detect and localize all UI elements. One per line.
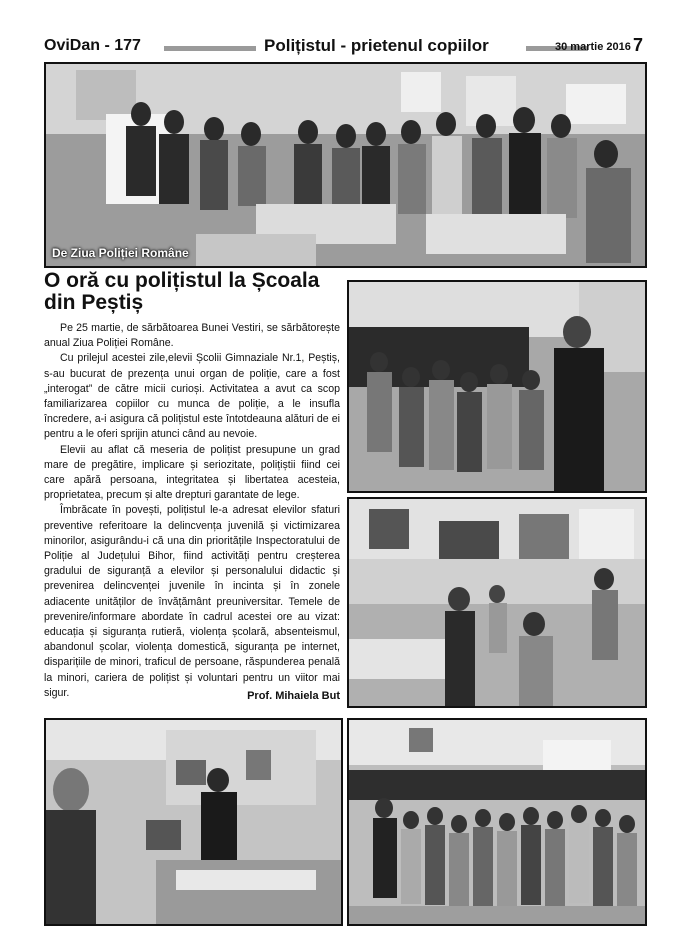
photo-caption: De Ziua Poliției Române [52,246,189,260]
article-paragraph: Îmbrăcate în povești, polițistul le-a adresat elevilor sfaturi preventive referitoare la delincvența juvenilă și victimizarea minorilor, asigurându-i că una din prioritățile Inspectoratului de Poliție al Județului Bihor, fiind activități pentru creșterea gradului de siguranță a elevilor și personalului didactic și prevenirea delincvenței juvenile în incinta și în zonele adiacente unităților de învățământ preuniversitar. Temele de prevenire/informare abordate în cadrul acestei ore au vizat: educația și siguranța rutieră, violența școlară, absenteismul, abandonul școlar, violența domestică, siguranța pe internet, disparițiile de minori, traficul de persoane, răspunderea penală la minori, cariera de polițist și voluntari pentru un viitor mai sigur. [44,504,340,699]
photo-group-portrait [347,718,647,926]
article-paragraph: Cu prilejul acestei zile,elevii Școlii Gimnaziale Nr.1, Peștiș, s-au bucurat de prezența unui organ de poliție, care a fost „interogat” de către micii curioși. Activitatea a avut ca scop familiarizarea copiilor cu munca de poliție, a le insufla încredere, a-i asigura că polițistul este întotdeauna alături de ei pentru a le oferi sprijin atunci când au nevoie. [44,352,340,441]
publication-issue: OviDan - 177 [44,37,141,54]
page-number: 7 [633,35,644,55]
top-photo [44,62,647,268]
header-divider [164,46,256,51]
photo-policeman-with-children [347,280,647,493]
article-author: Prof. Mihaiela But [247,690,340,702]
photo-teacher-and-policeman [44,718,343,926]
article-headline: O oră cu polițistul la Școala din Peștiș [44,269,320,314]
article-body [44,321,340,701]
section-title: Polițistul - prietenul copiilor [264,36,489,55]
photo-classroom-children [347,497,647,708]
page-header [44,34,658,58]
article-paragraph: Elevii au aflat că meseria de polițist presupune un grad mare de pregătire, implicare și seriozitate, polițiștii fiind cei care apără persoana, integritatea și libertatea acesteia, proprietatea, precum și alte drepturi garantate de lege. [44,443,340,502]
issue-date: 30 martie 2016 [555,41,631,53]
article-paragraph: Pe 25 martie, de sărbătoarea Bunei Vestiri, se sărbătorește anual Ziua Poliției Române. [44,322,340,350]
